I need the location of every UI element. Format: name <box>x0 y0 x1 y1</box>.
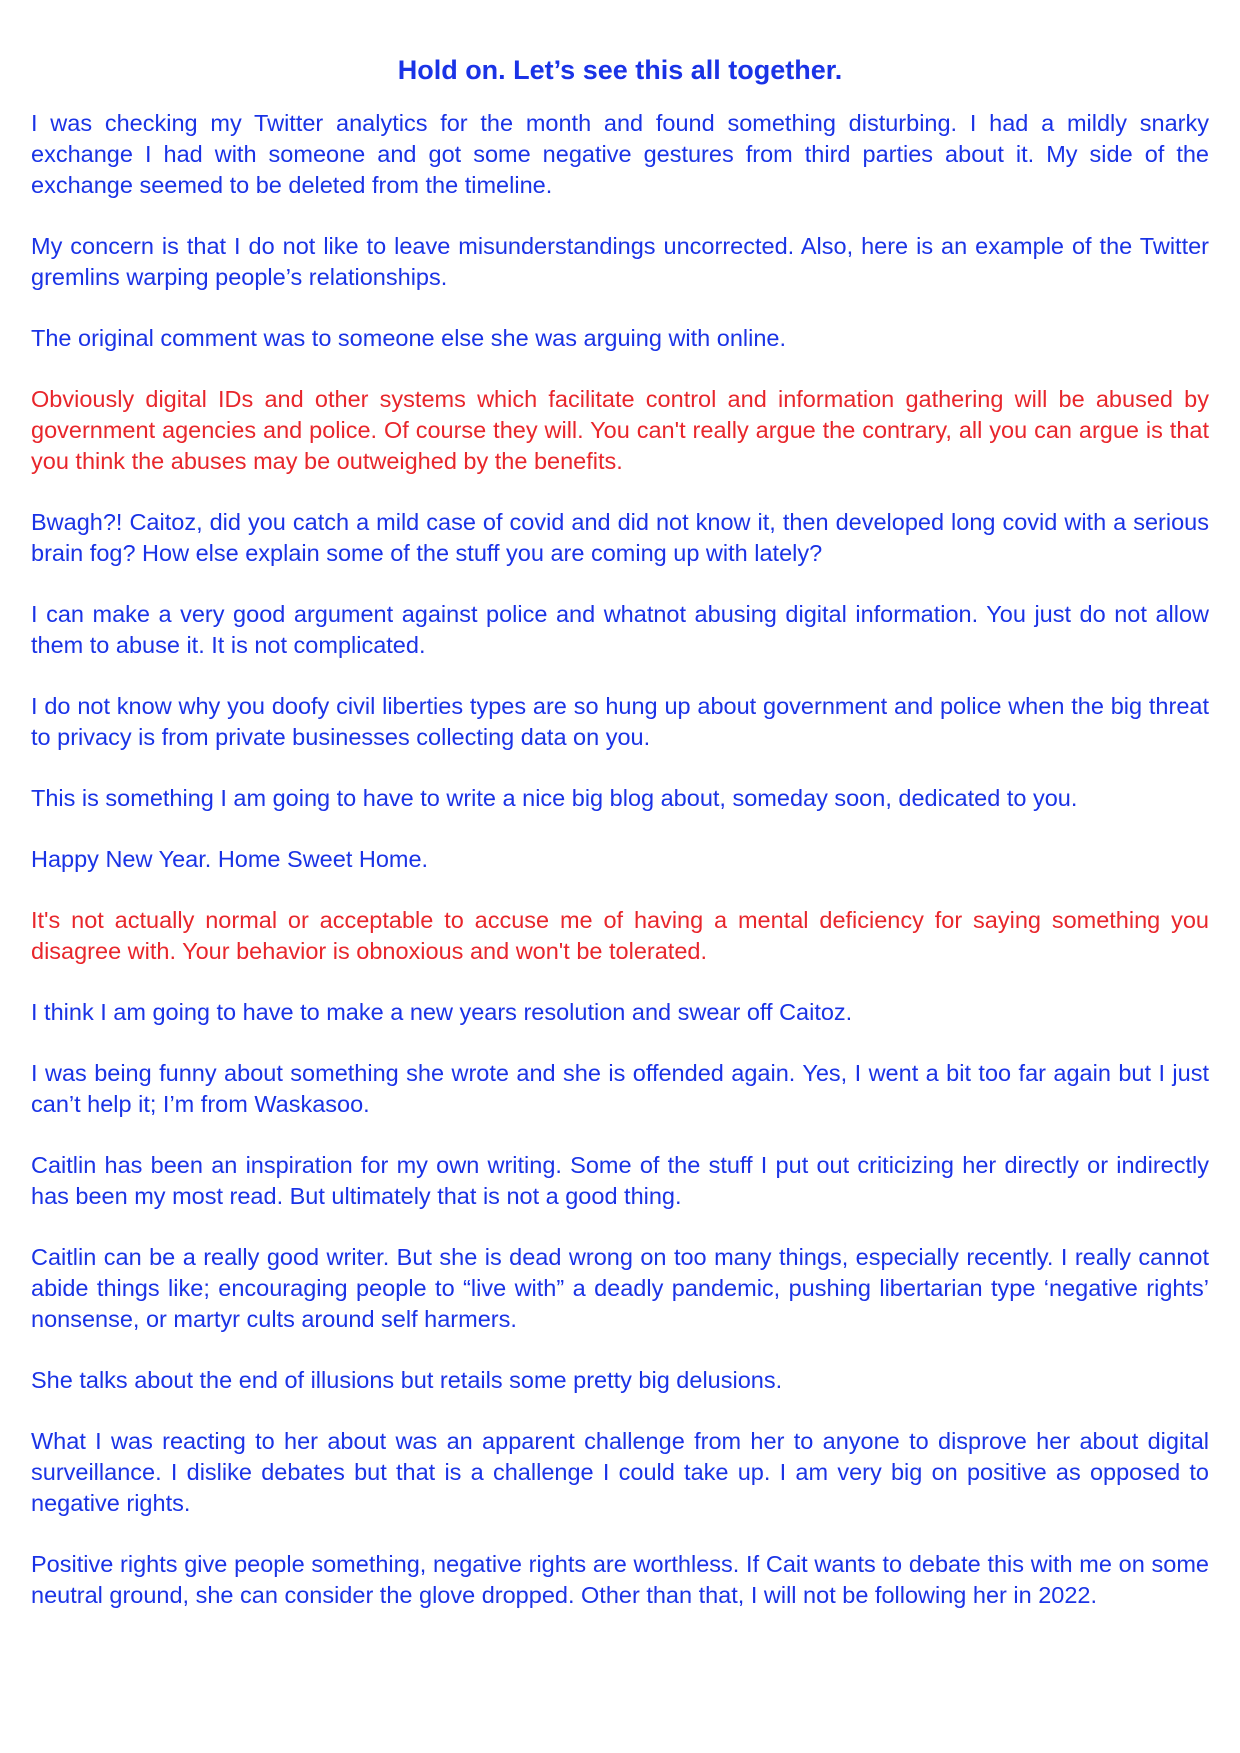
paragraph-2: My concern is that I do not like to leave misunderstandings uncorrected. Also, here is an example of the Twitter gremlins warping people’s relationships. <box>31 233 1209 290</box>
paragraph-1: I was checking my Twitter analytics for the month and found something disturbing. I had a mildly snarky exchange I had with someone and got some negative gestures from third parties about it. My side of the exchange seemed to be deleted from the timeline. <box>31 110 1209 198</box>
paragraph-9: Happy New Year. Home Sweet Home. <box>31 846 429 872</box>
quoted-paragraph-1: Obviously digital IDs and other systems which facilitate control and information gathering will be abused by government agencies and police. Of course they will. You can't really argue the contrary, all you can argue is that you think the abuses may be outweighed by the benefits. <box>31 386 1209 474</box>
paragraph-7: I do not know why you doofy civil liberties types are so hung up about government and police when the big threat to privacy is from private businesses collecting data on you. <box>31 693 1209 750</box>
paragraph-16: What I was reacting to her about was an apparent challenge from her to anyone to disprove her about digital surveillance. I dislike debates but that is a challenge I could take up. I am very big on positive as opposed to negative rights. <box>31 1428 1209 1516</box>
paragraph-17: Positive rights give people something, negative rights are worthless. If Cait wants to debate this with me on some neutral ground, she can consider the glove dropped. Other than that, I will not be following her in 2022. <box>31 1551 1209 1608</box>
document-page <box>31 52 1209 1641</box>
paragraph-15: She talks about the end of illusions but retails some pretty big delusions. <box>31 1367 783 1393</box>
paragraph-5: Bwagh?! Caitoz, did you catch a mild case of covid and did not know it, then developed long covid with a serious brain fog? How else explain some of the stuff you are coming up with lately? <box>31 509 1209 566</box>
paragraph-14: Caitlin can be a really good writer. But she is dead wrong on too many things, especially recently. I really cannot abide things like; encouraging people to “live with” a deadly pandemic, pushing libertarian type ‘negative rights’ nonsense, or martyr cults around self harmers. <box>31 1244 1209 1332</box>
paragraph-3: The original comment was to someone else she was arguing with online. <box>31 325 787 351</box>
paragraph-13: Caitlin has been an inspiration for my own writing. Some of the stuff I put out criticizing her directly or indirectly has been my most read. But ultimately that is not a good thing. <box>31 1152 1209 1209</box>
paragraph-6: I can make a very good argument against police and whatnot abusing digital information. You just do not allow them to abuse it. It is not complicated. <box>31 601 1209 658</box>
paragraph-8: This is something I am going to have to write a nice big blog about, someday soon, dedicated to you. <box>31 785 1078 811</box>
quoted-paragraph-2: It's not actually normal or acceptable to accuse me of having a mental deficiency for saying something you disagree with. Your behavior is obnoxious and won't be tolerated. <box>31 907 1209 964</box>
paragraph-12: I was being funny about something she wrote and she is offended again. Yes, I went a bit too far again but I just can’t help it; I’m from Waskasoo. <box>31 1060 1209 1117</box>
paragraph-11: I think I am going to have to make a new years resolution and swear off Caitoz. <box>31 999 853 1025</box>
document-title: Hold on. Let’s see this all together. <box>397 55 843 85</box>
